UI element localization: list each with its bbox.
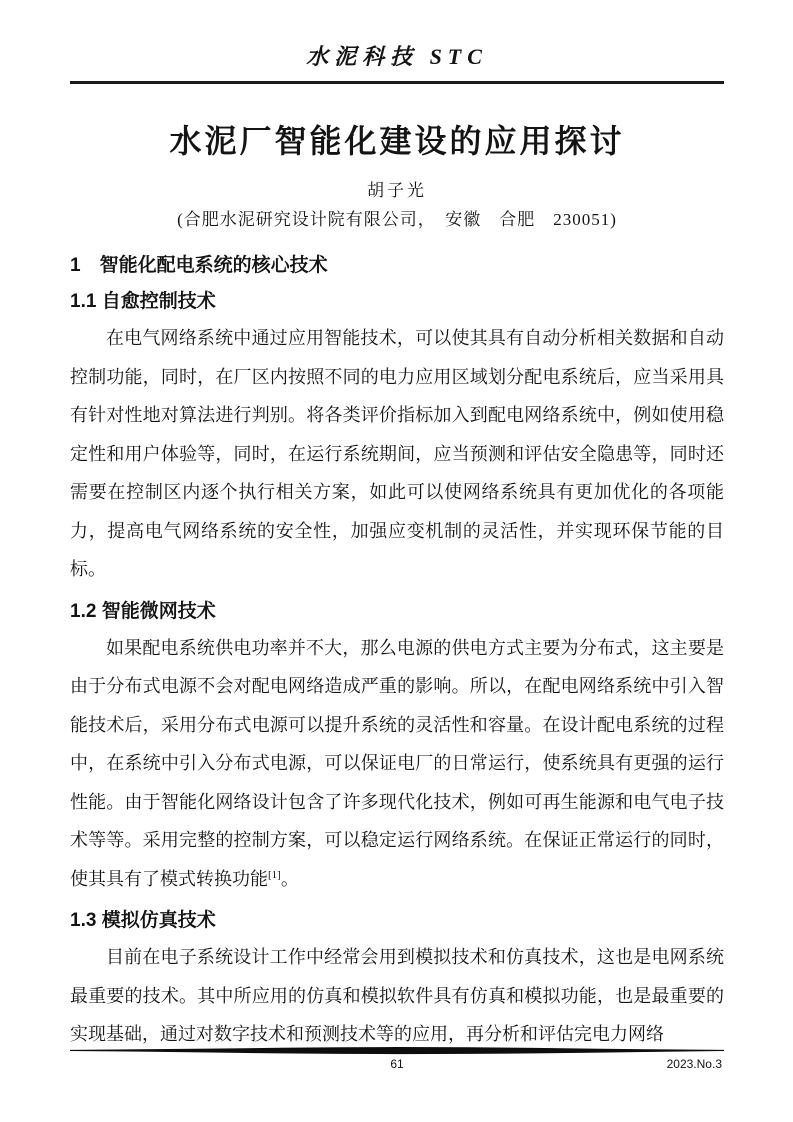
citation-marker-1: [1]	[268, 868, 281, 881]
paragraph-1-2	[70, 629, 724, 899]
header-rule	[70, 81, 724, 84]
subsection-heading-1-1: 1.1 自愈控制技术	[70, 291, 216, 312]
paragraph-1-2-text: 如果配电系统供电功率并不大，那么电源的供电方式主要为分布式，这主要是由于分布式电源不会对配电网络造成严重的影响。所以，在配电网络系统中引入智能技术后，采用分布式电源可以提升系统的灵活性和容量。在设计配电系统的过程中，在系统中引入分布式电源，可以保证电厂的日常运行，使系统具有更强的运行性能。由于智能化网络设计包含了许多现代化技术，例如可再生能源和电气电子技术等等。采用完整的控制方案，可以稳定运行网络系统。在保证正常运行的同时，使其具有了模式转换功能	[70, 637, 724, 889]
page-footer	[70, 1046, 724, 1072]
paragraph-1-1: 在电气网络系统中通过应用智能技术，可以使其具有自动分析相关数据和自动控制功能，同时，在厂区内按照不同的电力应用区域划分配电系统后，应当采用具有针对性地对算法进行判别。将各类评价指标加入到配电网络系统中，例如使用稳定性和用户体验等，同时，在运行系统期间，应当预测和评估安全隐患等，同时还需要在控制区内逐个执行相关方案，如此可以使网络系统具有更加优化的各项能力，提高电气网络系统的安全性，加强应变机制的灵活性，并实现环保节能的目标。	[70, 328, 724, 579]
article-title: 水泥厂智能化建设的应用探讨	[169, 123, 625, 159]
paragraph-1-3: 目前在电子系统设计工作中经常会用到模拟技术和仿真技术，这也是电网系统最重要的技术。其中所应用的仿真和模拟软件具有仿真和模拟功能，也是最重要的实现基础，通过对数字技术和预测技术等的应用，再分析和评估完电力网络	[70, 947, 724, 1044]
author-affiliation: (合肥水泥研究设计院有限公司， 安徽 合肥 230051)	[177, 210, 617, 229]
subsection-heading-1-2: 1.2 智能微网技术	[70, 600, 216, 622]
journal-name: 水泥科技 STC	[306, 44, 488, 69]
footer-row	[70, 1056, 724, 1072]
subsection-heading-1-3: 1.3 模拟仿真技术	[70, 910, 216, 931]
article-author: 胡子光	[367, 181, 427, 200]
issue-label: 2023.No.3	[666, 1057, 722, 1071]
footer-decorative-rule	[70, 1046, 724, 1055]
paragraph-1-2-tail: 。	[280, 868, 299, 889]
page-number: 61	[390, 1057, 404, 1071]
section-heading-1: 1 智能化配电系统的核心技术	[70, 255, 328, 276]
